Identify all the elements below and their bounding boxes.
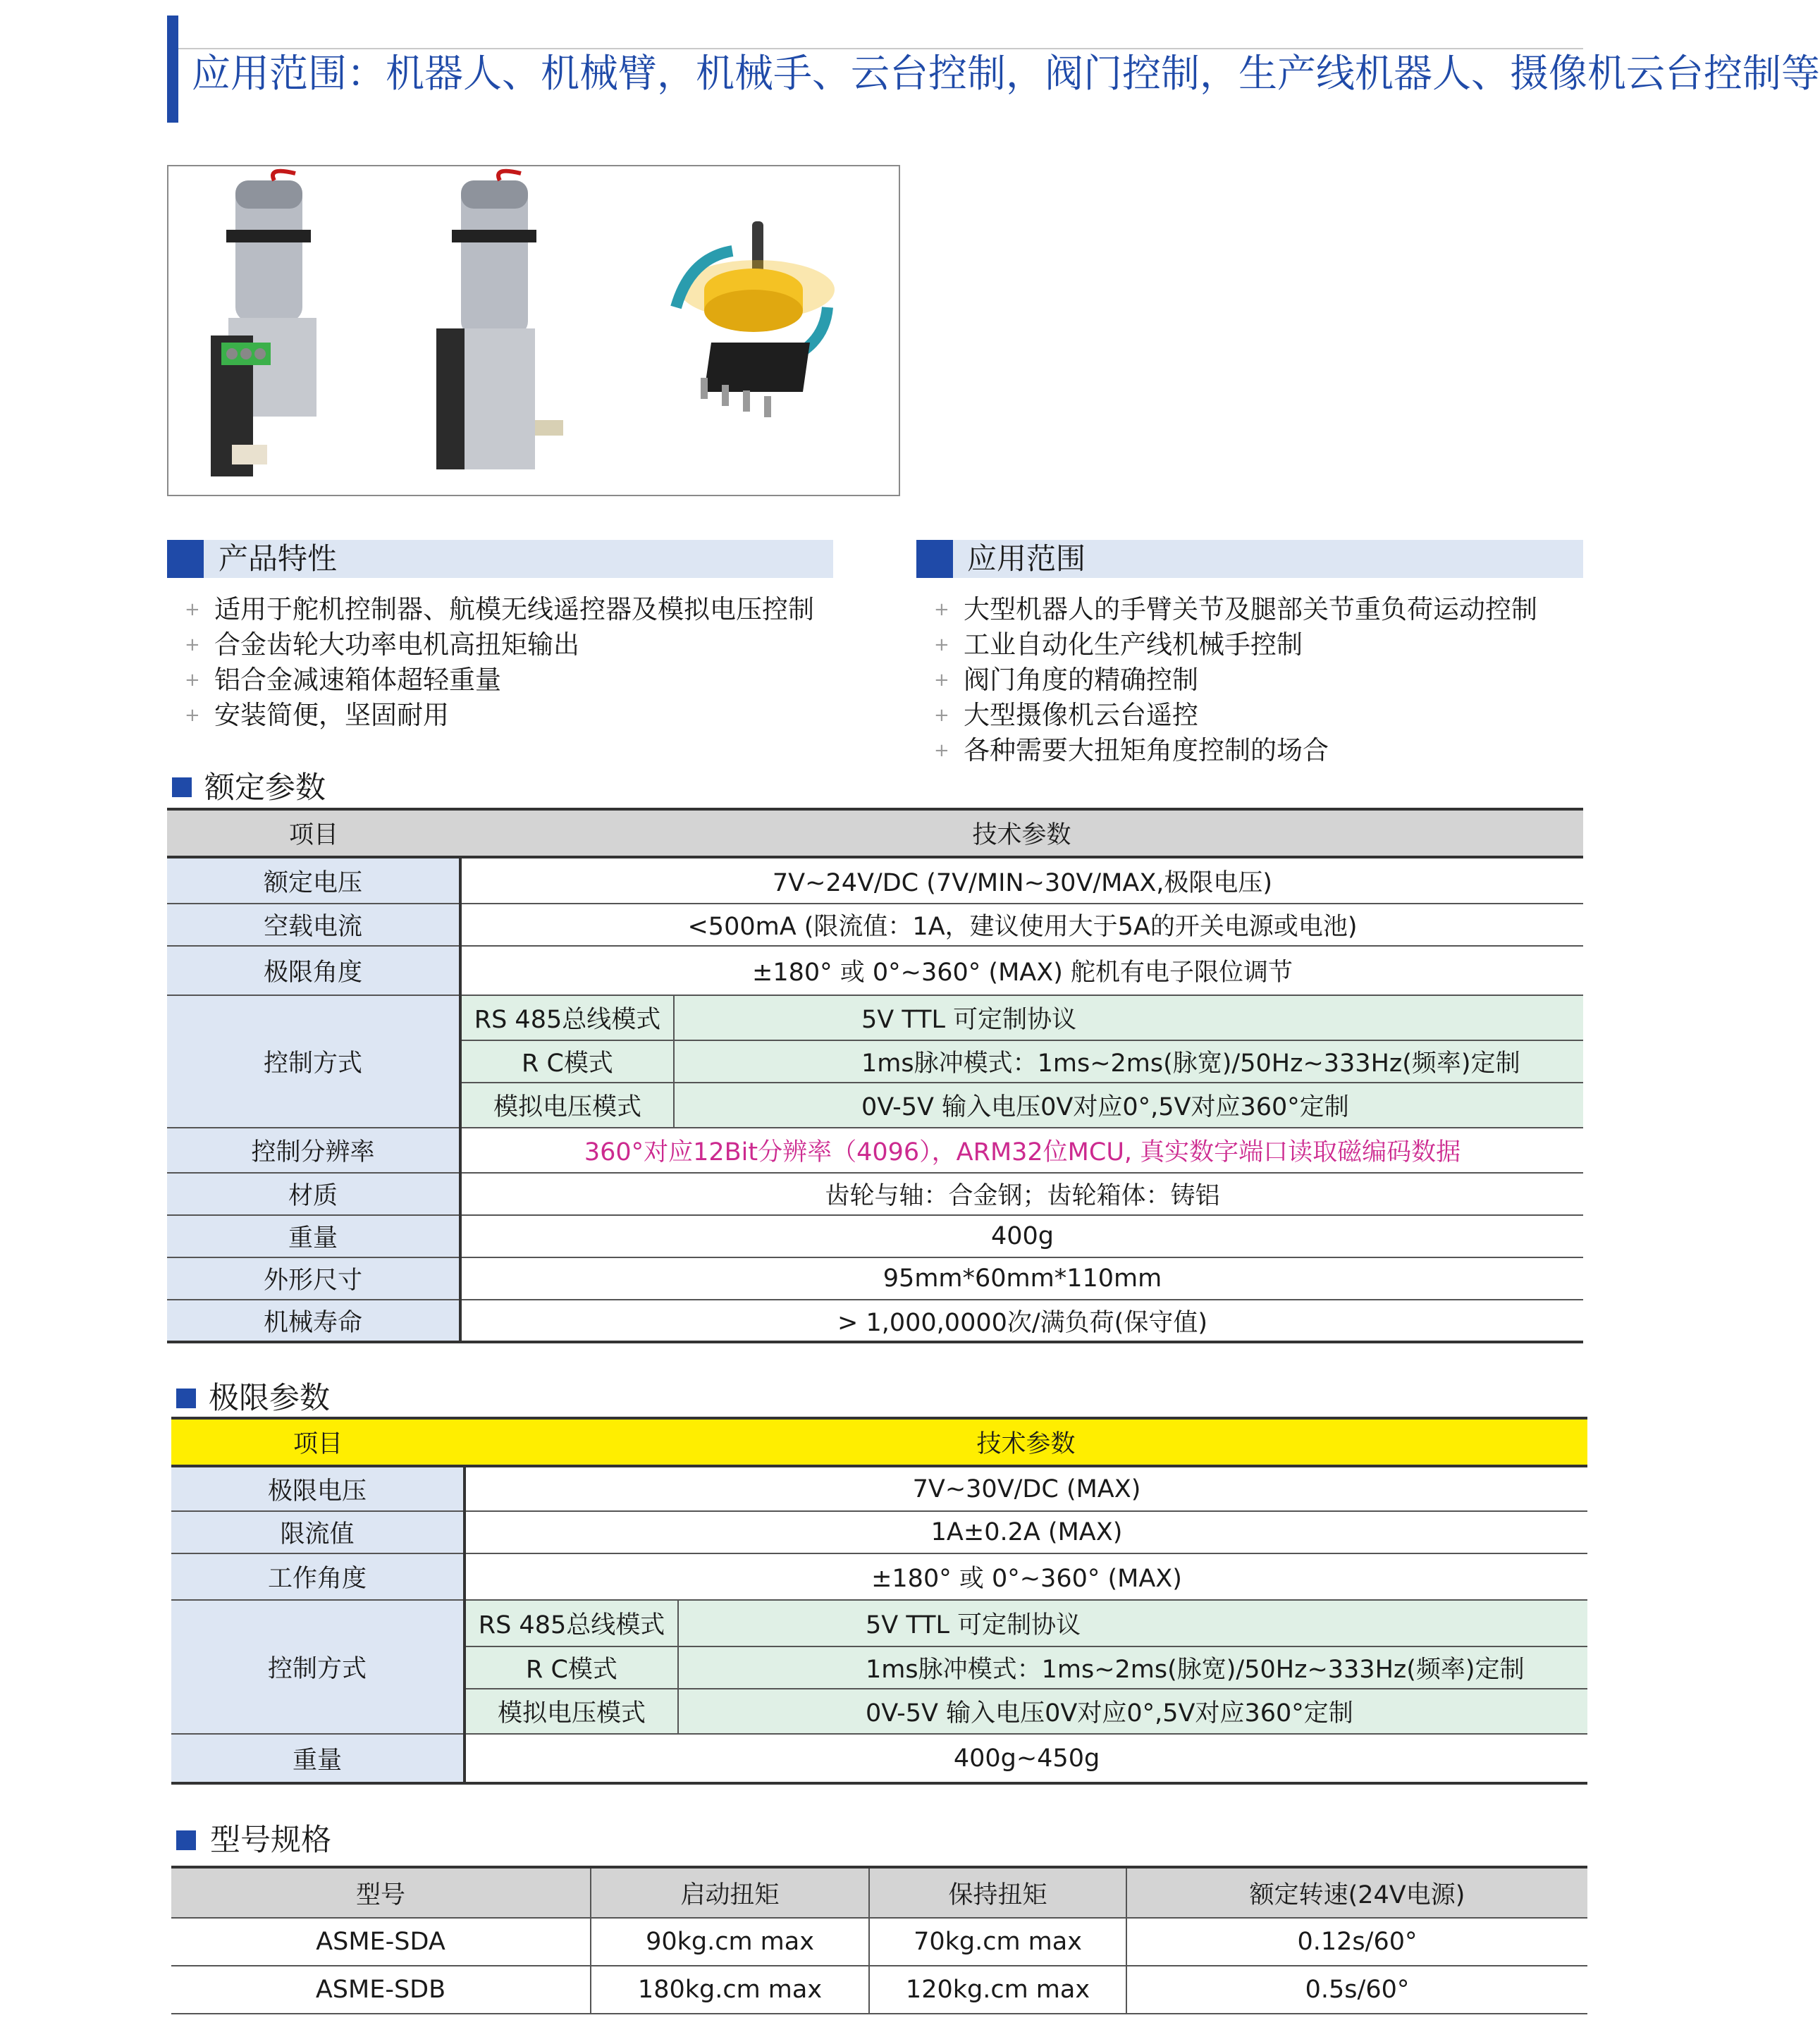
column-header-item: 项目	[167, 809, 460, 857]
header-accent-bar	[167, 16, 178, 123]
rated-title: 额定参数	[204, 770, 326, 806]
table-row: 极限电压 7V~30V/DC (MAX)	[171, 1466, 1587, 1511]
table-row: 外形尺寸 95mm*60mm*110mm	[167, 1257, 1583, 1300]
list-item: + 合金齿轮大功率电机高扭矩输出	[185, 627, 814, 663]
page-title: 应用范围：机器人、机械臂，机械手、云台控制，阀门控制，生产线机器人、摄像机云台控制等	[192, 51, 1820, 96]
models-table	[171, 1866, 1587, 2014]
table-header-row	[171, 1418, 1587, 1466]
table-row: R C模式 1ms脉冲模式：1ms~2ms(脉宽)/50Hz~333Hz(频率)定制	[171, 1646, 1587, 1689]
table-row: 机械寿命 > 1,000,0000次/满负荷(保守值)	[167, 1300, 1583, 1342]
table-row: 额定电压 7V~24V/DC (7V/MIN~30V/MAX,极限电压)	[167, 857, 1583, 904]
servo-motor-side-image	[436, 171, 563, 469]
features-title: 产品特性	[219, 541, 338, 576]
plus-icon: +	[934, 705, 949, 726]
list-item: + 铝合金减速箱体超轻重量	[185, 663, 814, 698]
models-marker	[176, 1830, 196, 1850]
list-item: + 大型摄像机云台遥控	[934, 698, 1537, 733]
applications-title: 应用范围	[967, 541, 1086, 576]
features-marker	[167, 540, 204, 578]
table-row: 限流值 1A±0.2A (MAX)	[171, 1511, 1587, 1553]
column-header-spec: 技术参数	[465, 1418, 1587, 1466]
product-photo-panel	[167, 165, 900, 496]
table-row: 重量 400g~450g	[171, 1734, 1587, 1783]
limit-parameters-table	[171, 1417, 1587, 1785]
table-row: 模拟电压模式 0V-5V 输入电压0V对应0°,5V对应360°定制	[171, 1689, 1587, 1734]
limit-marker	[176, 1389, 196, 1408]
product-photos	[168, 166, 899, 495]
column-header-spec: 技术参数	[460, 809, 1583, 857]
list-item: + 阀门角度的精确控制	[934, 663, 1537, 698]
list-item: + 各种需要大扭矩角度控制的场合	[934, 733, 1537, 768]
features-list	[185, 592, 814, 733]
plus-icon: +	[185, 705, 200, 726]
column-header-item: 项目	[171, 1418, 465, 1466]
table-row: 模拟电压模式 0V-5V 输入电压0V对应0°,5V对应360°定制	[167, 1083, 1583, 1128]
plus-icon: +	[934, 670, 949, 691]
list-item: + 安装简便，坚固耐用	[185, 698, 814, 733]
list-item: + 工业自动化生产线机械手控制	[934, 627, 1537, 663]
control-mode-label: 控制方式	[167, 995, 460, 1128]
table-row: 材质 齿轮与轴：合金钢；齿轮箱体：铸铝	[167, 1173, 1583, 1215]
limit-title: 极限参数	[209, 1381, 330, 1416]
plus-icon: +	[185, 670, 200, 691]
magnetic-encoder-illustration	[676, 221, 835, 417]
applications-list	[934, 592, 1537, 768]
table-row: R C模式 1ms脉冲模式：1ms~2ms(脉宽)/50Hz~333Hz(频率)定制	[167, 1040, 1583, 1083]
table-row: 控制方式 RS 485总线模式 5V TTL 可定制协议	[171, 1600, 1587, 1646]
rated-parameters-table	[167, 808, 1583, 1343]
table-header-row	[167, 809, 1583, 857]
table-row: ASME-SDA 90kg.cm max 70kg.cm max 0.12s/60°	[171, 1918, 1587, 1966]
table-row: 控制方式 RS 485总线模式 5V TTL 可定制协议	[167, 995, 1583, 1040]
plus-icon: +	[934, 634, 949, 655]
plus-icon: +	[185, 599, 200, 620]
table-row: 重量 400g	[167, 1215, 1583, 1257]
plus-icon: +	[934, 599, 949, 620]
plus-icon: +	[934, 740, 949, 761]
table-row: 工作角度 ±180° 或 0°~360° (MAX)	[171, 1553, 1587, 1600]
applications-marker	[916, 540, 953, 578]
table-row: ASME-SDB 180kg.cm max 120kg.cm max 0.5s/60°	[171, 1966, 1587, 2014]
table-row: 空载电流 <500mA (限流值：1A，建议使用大于5A的开关电源或电池)	[167, 904, 1583, 946]
servo-motor-front-image	[211, 171, 316, 476]
table-row: 控制分辨率 360°对应12Bit分辨率（4096），ARM32位MCU, 真实数字端口读取磁编码数据	[167, 1128, 1583, 1173]
list-item: + 大型机器人的手臂关节及腿部关节重负荷运动控制	[934, 592, 1537, 627]
table-header-row: 型号 启动扭矩 保持扭矩 额定转速(24V电源)	[171, 1867, 1587, 1918]
models-title: 型号规格	[210, 1823, 331, 1858]
plus-icon: +	[185, 634, 200, 655]
list-item: + 适用于舵机控制器、航模无线遥控器及模拟电压控制	[185, 592, 814, 627]
control-mode-label: 控制方式	[171, 1600, 465, 1734]
table-row: 极限角度 ±180° 或 0°~360° (MAX) 舵机有电子限位调节	[167, 946, 1583, 995]
resolution-highlight: 360°对应12Bit分辨率（4096），ARM32位MCU, 真实数字端口读取磁编码数据	[460, 1128, 1583, 1173]
rated-marker	[172, 777, 192, 797]
